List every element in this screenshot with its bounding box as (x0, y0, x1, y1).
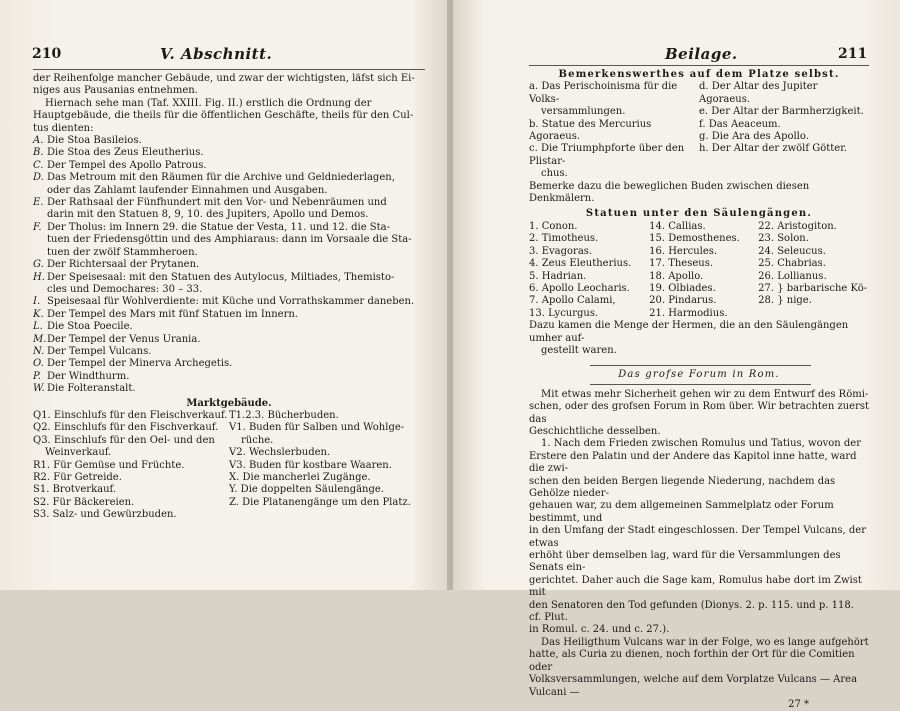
building-list-item (33, 160, 425, 172)
statue-item: 5. Hadrian. (529, 270, 587, 282)
market-item: Weinverkauf. (45, 447, 112, 459)
statue-item: 3. Evagoras. (529, 245, 593, 257)
market-item: S1. Brotverkauf. (33, 484, 117, 496)
forum-line: Volksversammlungen, welche auf dem Vorplatze Vulcans — Area Vulcani — (529, 674, 858, 698)
building-text (47, 346, 151, 358)
building-text-line: Speisesaal für Wohlverdiente: mit Küche und Vorrathskammer daneben. (47, 296, 415, 308)
market-item: Y. Die doppelten Säulengänge. (229, 484, 384, 496)
statue-item: 6. Apollo Leocharis. (529, 282, 630, 294)
statue-item: 2. Timotheus. (529, 233, 599, 245)
building-text-line: tuen der Friedensgöttin und des Amphiaraus: dann im Vorsaale die Sta- (47, 234, 412, 246)
building-letter: G. (33, 259, 44, 271)
building-list-item (33, 309, 425, 321)
place-item: h. Der Altar der zwölf Götter. (699, 143, 848, 155)
statue-item: 1. Conon. (529, 220, 578, 232)
building-letter: H. (33, 271, 45, 283)
market-item: V3. Buden für kostbare Waaren. (229, 459, 392, 471)
right-page (453, 0, 900, 710)
statue-item: 17. Theseus. (649, 258, 714, 270)
market-item: X. Die mancherlei Zugänge. (229, 472, 371, 483)
building-text-line: Die Stoa des Zeus Eleutherius. (47, 147, 204, 159)
statue-item: 26. Lollianus. (758, 270, 827, 282)
building-text (47, 334, 201, 346)
building-text (47, 309, 298, 321)
building-letter: W. (33, 383, 45, 395)
statue-item: 16. Hercules. (649, 245, 718, 257)
statue-item: 20. Pindarus. (649, 295, 717, 307)
place-item: a. Das Perischoinisma für die Volks- (529, 81, 678, 105)
market-heading: Marktgebäude. (186, 397, 272, 409)
forum-line: Das Heiligthum Vulcans war in der Folge, wo es lange aufgehört (541, 636, 869, 648)
forum-line: schen den beiden Bergen liegende Niederung, nachdem das Gehölze nieder- (529, 475, 836, 499)
statue-item: 22. Aristogiton. (758, 220, 837, 232)
market-item: Q1. Einschlufs für den Fleischverkauf. (33, 409, 228, 421)
left-body (33, 67, 425, 522)
hermen-line: Dazu kamen die Menge der Hermen, die an den Säulengängen umher auf- (529, 320, 849, 344)
building-letter: I. (33, 296, 41, 308)
market-item: S3. Salz- und Gewürzbuden. (33, 509, 177, 521)
statue-item: 4. Zeus Eleutherius. (529, 258, 632, 270)
statue-item: 19. Olbiades. (649, 282, 716, 294)
head-rule (33, 69, 425, 70)
market-item: R2. Für Getreide. (33, 472, 122, 483)
building-text-line: Der Speisesaal: mit den Statuen des Autylocus, Miltiades, Themisto- (47, 271, 395, 283)
left-running-head: V. Abschnitt. (160, 45, 273, 63)
building-letter: E. (33, 197, 44, 209)
statue-item: 7. Apollo Calami, (529, 295, 616, 307)
place-item: versammlungen. (541, 106, 626, 118)
building-list (33, 135, 425, 396)
section-rule (590, 384, 811, 385)
para-line: tus dienten: (33, 122, 94, 134)
statue-item: 18. Apollo. (649, 270, 704, 282)
building-text-line: Der Tempel der Minerva Archegetis. (47, 358, 233, 370)
building-text-line: Die Stoa Basileios. (47, 135, 142, 147)
place-right-col (699, 81, 869, 180)
building-letter: O. (33, 358, 44, 370)
para-line: Hauptgebäude, die theils für die öffentlichen Geschäfte, theils für den Cul- (33, 110, 414, 122)
hermen-line: gestellt waren. (541, 344, 617, 356)
building-text (47, 147, 204, 159)
building-letter: A. (33, 135, 44, 147)
building-list-item (33, 259, 425, 271)
building-text-line: tuen der zwölf Stammheroen. (47, 246, 198, 258)
place-left-col (529, 81, 699, 180)
building-text (47, 222, 412, 259)
building-list-item (33, 371, 425, 383)
market-item: V2. Wechslerbuden. (229, 447, 331, 459)
building-text (47, 160, 207, 172)
building-text (47, 296, 414, 308)
market-item: Q3. Einschlufs für den Oel- und den (33, 434, 215, 446)
statue-item: 24. Seleucus. (758, 245, 826, 257)
intro-line: niges aus Pausanias entnehmen. (33, 85, 198, 97)
forum-line: in den Umfang der Stadt eingeschlossen. Der Tempel Vulcans, der etwas (529, 525, 867, 549)
statue-item: 25. Chabrias. (758, 258, 826, 270)
building-text-line: darin mit den Statuen 8, 9, 10. des Jupiters, Apollo und Demos. (47, 209, 369, 221)
market-item: R1. Für Gemüse und Früchte. (33, 459, 185, 471)
building-text-line: Der Windthurm. (47, 370, 130, 382)
building-list-item (33, 197, 425, 222)
market-item: V1. Buden für Salben und Wohlge- (229, 422, 405, 434)
statues-col-3 (758, 221, 869, 320)
right-body (529, 63, 869, 711)
place-item: b. Statue des Mercurius Agoraeus. (529, 118, 652, 143)
building-text-line: oder das Zahlamt laufender Einnahmen und Ausgaben. (47, 184, 328, 196)
market-item: Q2. Einschlufs für den Fischverkauf. (33, 422, 219, 434)
building-list-item (33, 172, 425, 197)
market-item: Z. Die Platanengänge um den Platz. (229, 496, 411, 508)
forum-line: Geschichtliche desselben. (529, 425, 661, 437)
building-letter: B. (33, 147, 44, 159)
statue-item: 23. Solon. (758, 233, 809, 245)
right-running-head: Beilage. (665, 45, 738, 63)
place-item: c. Die Triumphpforte über den Plistar- (529, 143, 685, 167)
left-page-number: 210 (32, 46, 62, 62)
market-left-col (33, 410, 229, 522)
building-text-line: Die Folteranstalt. (47, 383, 136, 395)
statues-grid (529, 221, 869, 320)
statue-item: 14. Callias. (649, 220, 706, 232)
building-letter: D. (33, 172, 44, 184)
building-text-line: Der Rathsaal der Fünfhundert mit den Vor- und Nebenräumen und (47, 197, 387, 209)
building-text-line: Der Tholus: im Innern 29. die Statue der Vesta, 11. und 12. die Sta- (47, 221, 391, 233)
place-item: f. Das Aeaceum. (699, 118, 781, 130)
signature-mark: 27 * (788, 698, 809, 710)
building-text-line: cles und Demochares: 30 – 33. (47, 283, 203, 295)
building-list-item (33, 222, 425, 259)
section-rule (590, 365, 811, 366)
building-text (47, 358, 232, 370)
building-list-item (33, 135, 425, 147)
building-text (47, 383, 136, 395)
forum-line: hatte, als Curia zu dienen, noch forthin der Ort für die Comitien oder (529, 649, 855, 673)
building-text (47, 259, 199, 271)
building-text-line: Der Tempel des Apollo Patrous. (47, 159, 207, 171)
building-text-line: Die Stoa Poecile. (47, 321, 133, 333)
forum-line: 1. Nach dem Frieden zwischen Romulus und Tatius, wovon der (541, 438, 861, 450)
building-list-item (33, 383, 425, 395)
market-item: T1.2.3. Bücherbuden. (229, 409, 339, 421)
building-list-item (33, 321, 425, 333)
forum-line: schen, oder des grofsen Forum in Rom über. Wir betrachten zuerst das (529, 401, 870, 425)
forum-line: gerichtet. Daher auch die Sage kam, Romulus habe dort im Zwist mit (529, 574, 862, 599)
place-item: chus. (541, 168, 568, 180)
statues-col-2 (649, 221, 758, 320)
building-list-item (33, 334, 425, 346)
forum-line: in Romul. c. 24. und c. 27.). (529, 624, 670, 636)
bemerke-line: Bemerke dazu die beweglichen Buden zwischen diesen Denkmälern. (529, 180, 810, 205)
forum-line: erhöht über demselben lag, ward für die Versammlungen des Senats ein- (529, 550, 841, 574)
place-item: e. Der Altar der Barmherzigkeit. (699, 106, 864, 118)
head-rule (529, 65, 869, 66)
building-text (47, 272, 394, 297)
building-letter: N. (33, 345, 45, 357)
building-letter: M. (33, 333, 47, 345)
building-letter: C. (33, 159, 44, 171)
building-text (47, 371, 129, 383)
statue-item: 27. } barbarische Kö- (758, 282, 868, 294)
place-item: g. Die Ara des Apollo. (699, 131, 809, 143)
forum-line: den Senatoren den Tod gefunden (Dionys. 2. p. 115. und p. 118. cf. Plut. (529, 599, 854, 624)
statue-item: 28. } nige. (758, 295, 812, 307)
building-text-line: Der Richtersaal der Prytanen. (47, 259, 200, 271)
statue-item: 13. Lycurgus. (529, 307, 599, 319)
building-text-line: Der Tempel des Mars mit fünf Statuen im Innern. (47, 308, 298, 320)
forum-body (529, 389, 869, 711)
statue-item: 21. Harmodius. (649, 307, 728, 319)
building-list-item (33, 272, 425, 297)
forum-heading: Das grofse Forum in Rom. (618, 369, 780, 381)
statue-item: 15. Demosthenes. (649, 233, 740, 245)
building-letter: L. (33, 321, 43, 333)
intro-line: der Reihenfolge mancher Gebäude, und zwar der wichtigsten, läfst sich Ei- (33, 73, 415, 84)
market-right-col (229, 410, 425, 522)
forum-line: Mit etwas mehr Sicherheit gehen wir zu dem Entwurf des Römi- (541, 388, 869, 400)
building-text (47, 197, 387, 222)
building-text-line: Das Metroum mit den Räumen für die Archive und Geldniederlagen, (47, 172, 395, 184)
building-list-item (33, 358, 425, 370)
market-item: S2. Für Bäckereien. (33, 496, 135, 508)
building-list-item (33, 296, 425, 308)
market-item: rüche. (241, 434, 274, 446)
section-heading: Bemerkenswerthes auf dem Platze selbst. (558, 69, 840, 80)
building-letter: P. (33, 370, 41, 382)
building-letter: F. (33, 221, 42, 233)
building-text-line: Der Tempel der Venus Urania. (47, 333, 201, 345)
place-item: d. Der Altar des Jupiter Agoraeus. (699, 81, 818, 105)
forum-line: gehauen war, zu dem allgemeinen Sammelplatz oder Forum bestimmt, und (529, 500, 834, 524)
building-list-item (33, 147, 425, 159)
para-line: Hiernach sehe man (Taf. XXIII. Fig. II.) erstlich die Ordnung der (45, 97, 372, 109)
building-letter: K. (33, 308, 44, 320)
building-text (47, 172, 395, 197)
place-grid (529, 81, 869, 180)
building-text (47, 321, 133, 333)
building-text (47, 135, 142, 147)
building-text-line: Der Tempel Vulcans. (47, 345, 152, 357)
left-page (0, 0, 447, 590)
statues-col-1 (529, 221, 649, 320)
forum-line: Erstere den Palatin und der Andere das Kapitol inne hatte, ward die zwi- (529, 450, 857, 475)
market-grid (33, 410, 425, 522)
right-page-number: 211 (838, 46, 868, 62)
building-list-item (33, 346, 425, 358)
statues-heading: Statuen unter den Säulengängen. (585, 208, 813, 220)
